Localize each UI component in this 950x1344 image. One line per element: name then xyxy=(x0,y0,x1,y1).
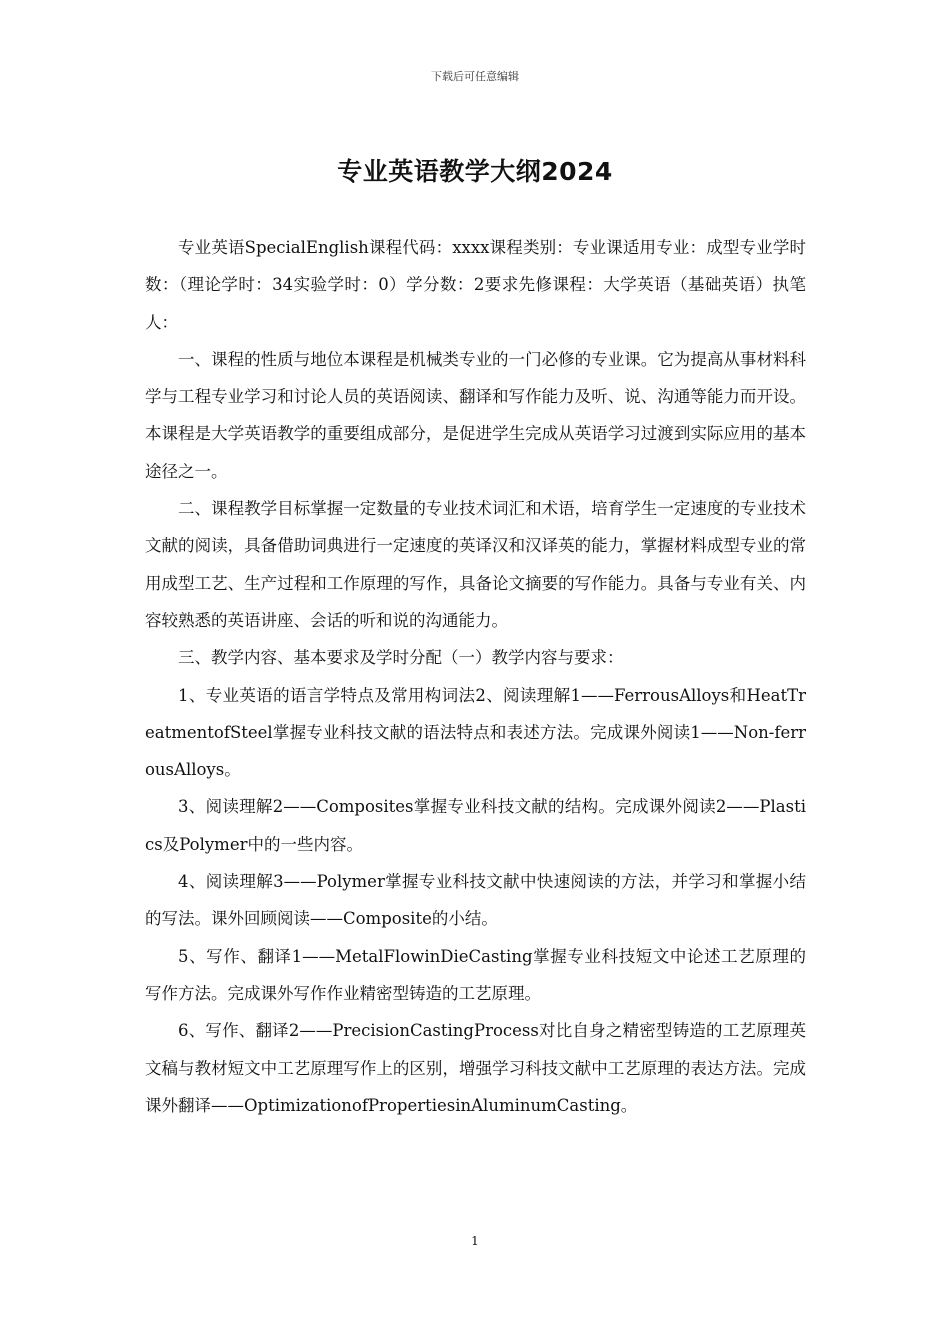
page-number: 1 xyxy=(471,1234,479,1248)
paragraph-item-6: 6、写作、翻译2——PrecisionCastingProcess对比自身之精密型铸造的工艺原理英文稿与教材短文中工艺原理写作上的区别，增强学习科技文献中工艺原理的表达方法。完成课外翻译——OptimizationofPropertiesinAluminumCasting。 xyxy=(145,1021,806,1115)
paragraph-course-nature: 一、课程的性质与地位本课程是机械类专业的一门必修的专业课。它为提高从事材料科学与工程专业学习和讨论人员的英语阅读、翻译和写作能力及听、说、沟通等能力而开设。本课程是大学英语教学的重要组成部分，是促进学生完成从英语学习过渡到实际应用的基本途径之一。 xyxy=(145,349,806,481)
paragraph-teaching-content-heading: 三、教学内容、基本要求及学时分配（一）教学内容与要求： xyxy=(178,648,624,668)
paragraph-item-5: 5、写作、翻译1——MetalFlowinDieCasting掌握专业科技短文中论述工艺原理的写作方法。完成课外写作作业精密型铸造的工艺原理。 xyxy=(145,946,806,1003)
page-header-note: 下载后可任意编辑 xyxy=(431,70,519,83)
paragraph-item-4: 4、阅读理解3——Polymer掌握专业科技文献中快速阅读的方法，并学习和掌握小结的写法。课外回顾阅读——Composite的小结。 xyxy=(145,872,806,929)
paragraph-item-1-2: 1、专业英语的语言学特点及常用构词法2、阅读理解1——FerrousAlloys和HeatTreatmentofSteel掌握专业科技文献的语法特点和表述方法。完成课外阅读1——Non-ferrousAlloys。 xyxy=(145,685,806,780)
paragraph-course-objectives: 二、课程教学目标掌握一定数量的专业技术词汇和术语，培育学生一定速度的专业技术文献的阅读，具备借助词典进行一定速度的英译汉和汉译英的能力，掌握材料成型专业的常用成型工艺、生产过程和工作原理的写作，具备论文摘要的写作能力。具备与专业有关、内容较熟悉的英语讲座、会话的听和说的沟通能力。 xyxy=(145,499,806,630)
document-title: 专业英语教学大纲2024 xyxy=(337,157,613,186)
paragraph-item-3: 3、阅读理解2——Composites掌握专业科技文献的结构。完成课外阅读2——Plastics及Polymer中的一些内容。 xyxy=(145,797,806,854)
paragraph-course-info: 专业英语SpecialEnglish课程代码：xxxx课程类别：专业课适用专业：成型专业学时数：（理论学时：34实验学时：0）学分数：2要求先修课程：大学英语（基础英语）执笔人： xyxy=(145,238,806,332)
document-body xyxy=(145,229,806,1124)
